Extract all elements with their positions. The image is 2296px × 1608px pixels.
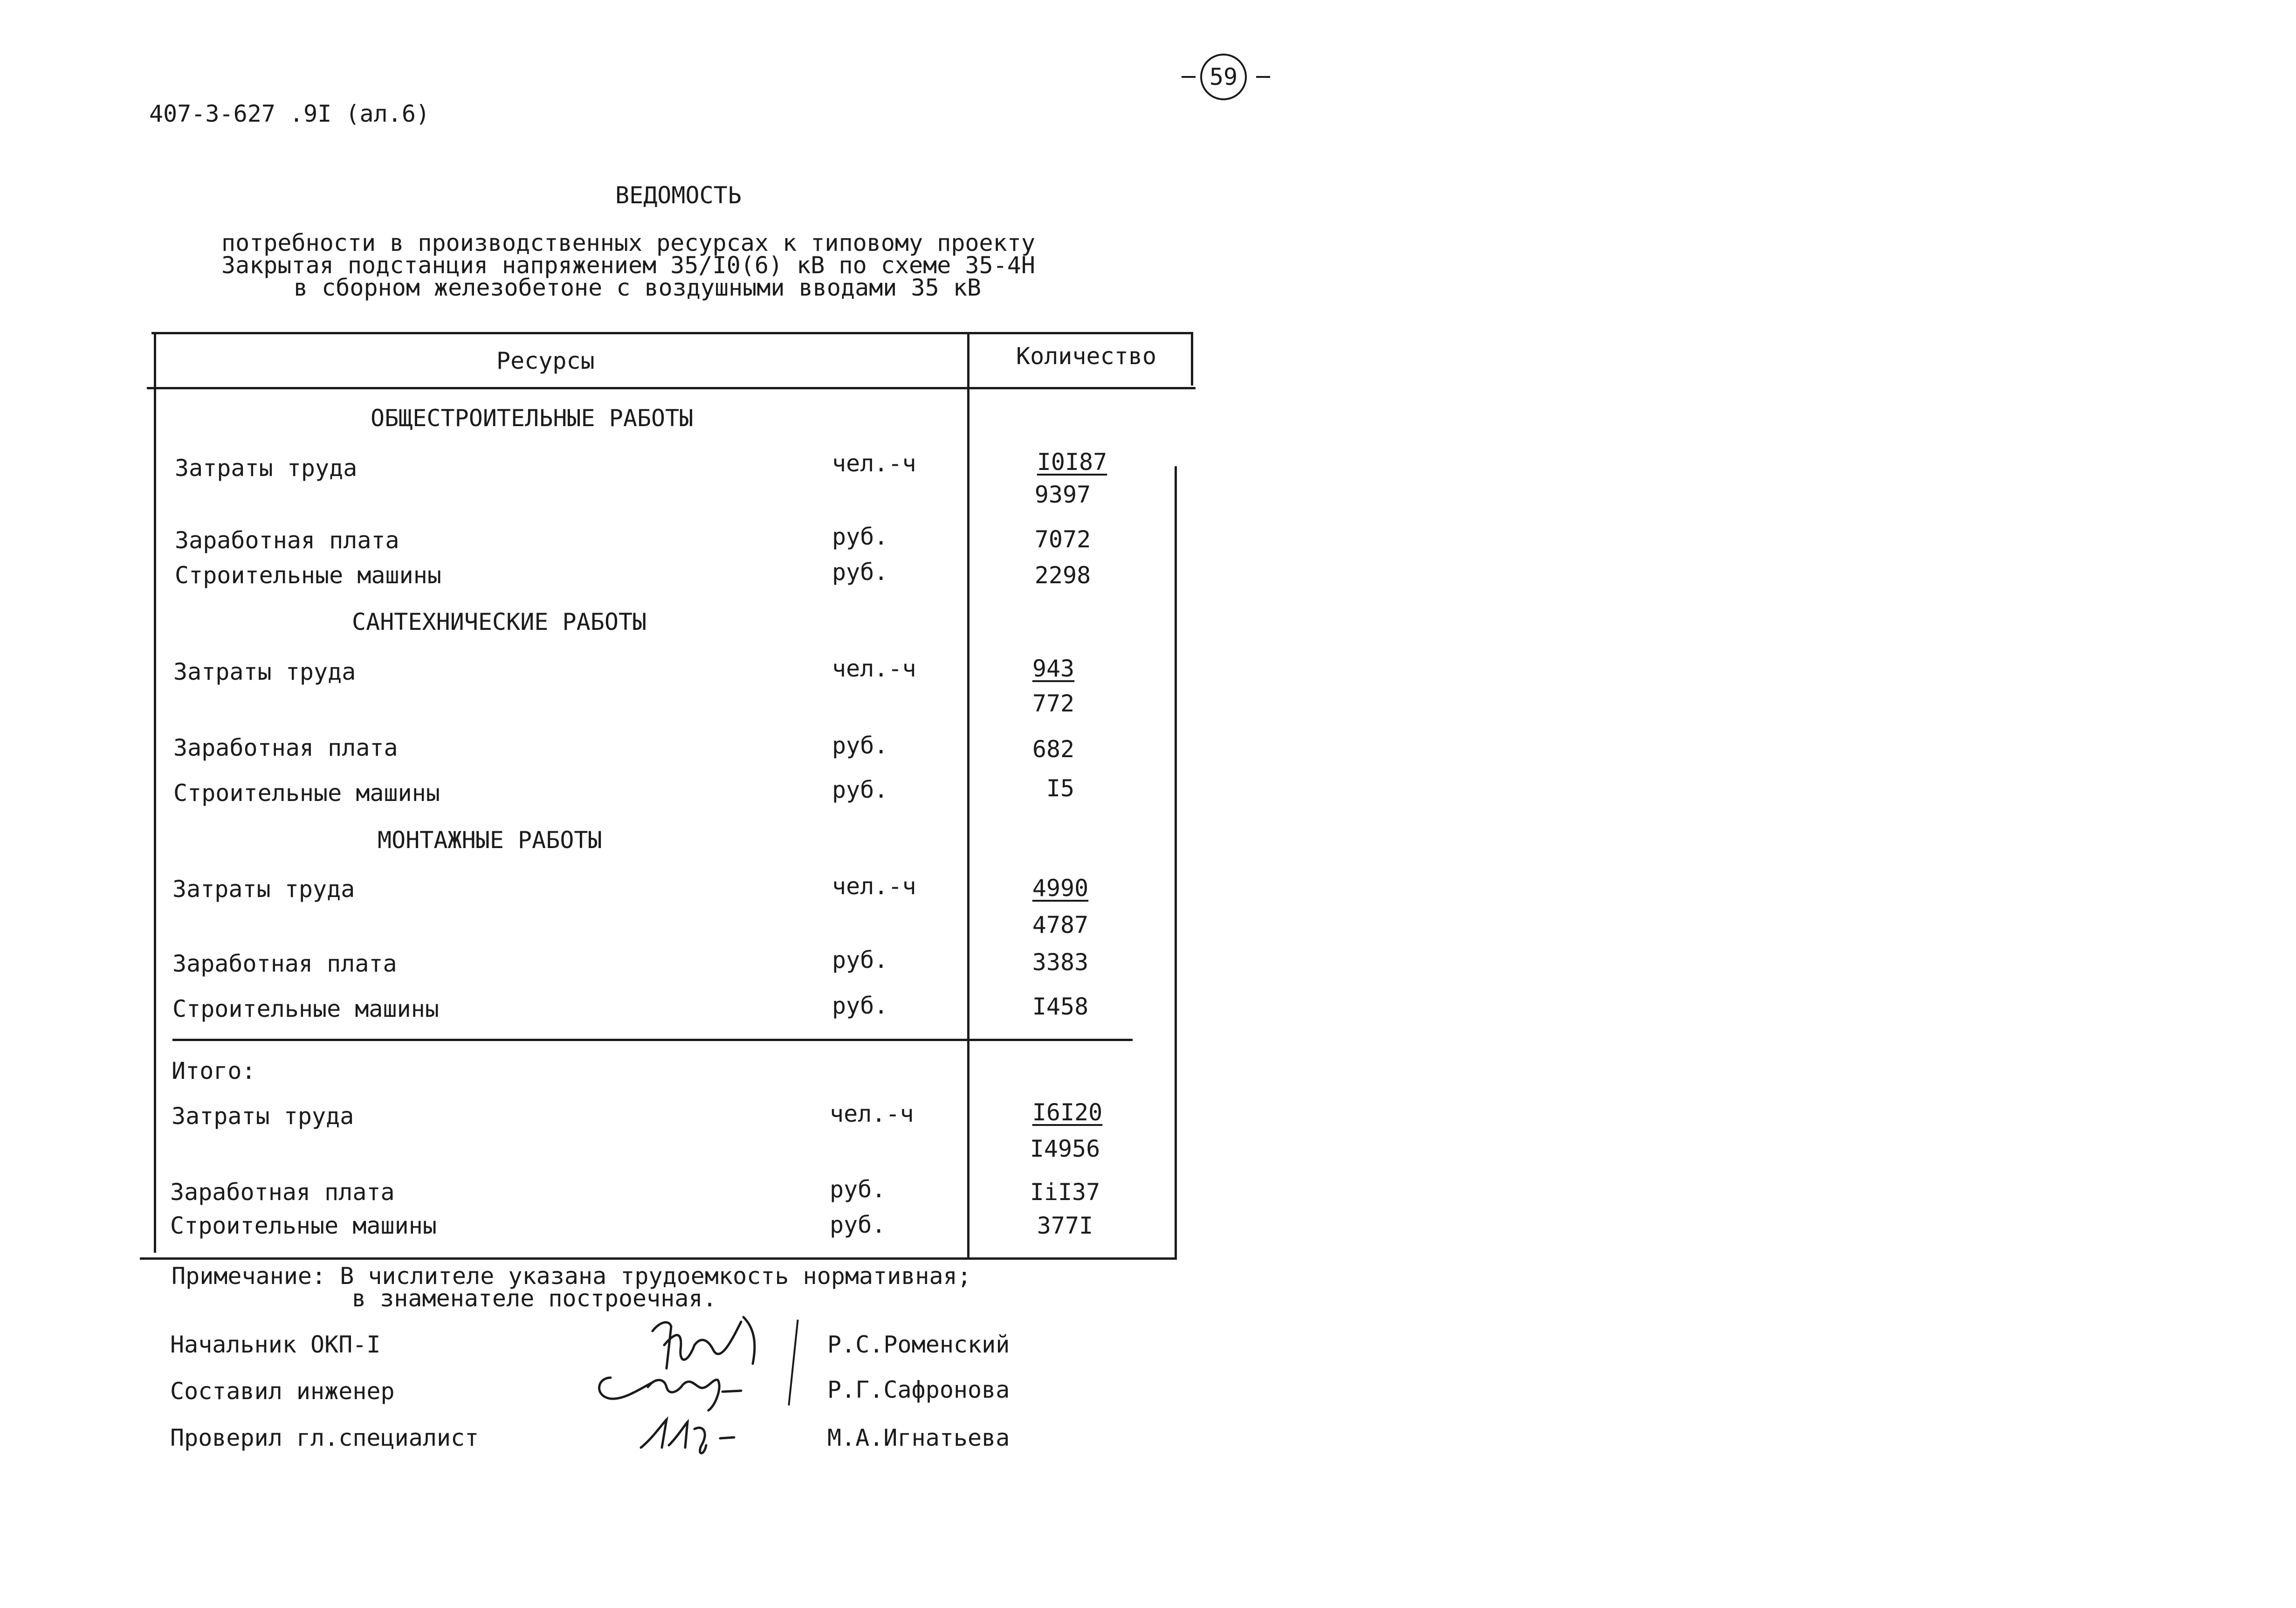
signature-role: Проверил гл.специалист bbox=[170, 1424, 479, 1451]
row-value-actual: I4956 bbox=[1030, 1135, 1100, 1162]
row-value-actual: 4787 bbox=[1032, 911, 1089, 939]
document-title-line-3: в сборном железобетоне с воздушными вводами 35 кВ bbox=[294, 274, 982, 301]
row-value: 682 bbox=[1032, 736, 1075, 763]
row-value: I5 bbox=[1046, 775, 1075, 802]
page-number-circle bbox=[1200, 54, 1247, 100]
table-right-border bbox=[1191, 332, 1193, 386]
note-line-1: Примечание: В числителе указана трудоемкость нормативная; bbox=[172, 1263, 971, 1290]
row-value: I458 bbox=[1032, 993, 1089, 1020]
row-label: Строительные машины bbox=[175, 562, 441, 589]
row-unit: руб. bbox=[830, 1211, 886, 1238]
row-value-actual: 772 bbox=[1032, 690, 1075, 717]
row-value-normative: 943 bbox=[1032, 655, 1075, 682]
document-title-line-2: Закрытая подстанция напряжением 35/I0(6) кВ по схеме 35-4Н bbox=[221, 252, 1035, 279]
row-label: Затраты труда bbox=[172, 876, 355, 903]
row-label: Затраты труда bbox=[172, 1103, 354, 1130]
document-title-line-1: потребности в производственных ресурсах к типовому проекту bbox=[221, 229, 1035, 256]
row-value-normative: 4990 bbox=[1032, 875, 1089, 902]
table-right-border-lower bbox=[1175, 466, 1177, 1259]
row-value: 2298 bbox=[1034, 562, 1091, 589]
signature-role: Начальник ОКП-I bbox=[170, 1331, 381, 1358]
row-value: 3383 bbox=[1032, 949, 1089, 976]
row-unit: чел.-ч bbox=[830, 1100, 914, 1127]
signature-name: Р.Г.Сафронова bbox=[827, 1376, 1010, 1403]
row-value-actual: 9397 bbox=[1034, 481, 1091, 508]
note-line-2: в знаменателе построечная. bbox=[352, 1285, 717, 1312]
table-column-divider bbox=[967, 332, 969, 1260]
page-number bbox=[1193, 49, 1254, 105]
table-top-border bbox=[151, 332, 1193, 334]
row-value: 377I bbox=[1037, 1212, 1093, 1239]
table-left-border bbox=[154, 332, 156, 1253]
row-label: Заработная плата bbox=[170, 1179, 395, 1206]
column-header-quantity: Количество bbox=[1016, 343, 1157, 370]
column-header-resources: Ресурсы bbox=[496, 347, 595, 374]
row-unit: руб. bbox=[832, 992, 888, 1019]
row-unit: руб. bbox=[832, 776, 888, 803]
table-header-border bbox=[147, 387, 1196, 389]
row-label: Строительные машины bbox=[173, 780, 440, 807]
row-value-normative: I0I87 bbox=[1037, 449, 1107, 476]
row-value-normative: I6I20 bbox=[1032, 1099, 1103, 1126]
page-number-dash-right bbox=[1256, 76, 1270, 78]
row-unit: руб. bbox=[832, 946, 888, 973]
section-title-installation: МОНТАЖНЫЕ РАБОТЫ bbox=[378, 827, 602, 854]
row-unit: чел.-ч bbox=[832, 655, 916, 682]
table-subtotal-divider bbox=[172, 1039, 1133, 1041]
table-bottom-border bbox=[140, 1257, 1177, 1260]
signature-name: Р.С.Роменский bbox=[827, 1331, 1010, 1358]
section-title-general: ОБЩЕСТРОИТЕЛЬНЫЕ РАБОТЫ bbox=[371, 405, 694, 432]
row-label: Затраты труда bbox=[175, 455, 357, 482]
row-label: Заработная плата bbox=[173, 734, 398, 761]
row-unit: руб. bbox=[830, 1176, 886, 1203]
section-title-plumbing: САНТЕХНИЧЕСКИЕ РАБОТЫ bbox=[352, 608, 647, 635]
page-number-text: 59 bbox=[1209, 63, 1238, 90]
row-label: Заработная плата bbox=[175, 527, 399, 554]
row-unit: чел.-ч bbox=[832, 873, 916, 900]
document-heading: ВЕДОМОСТЬ bbox=[615, 182, 742, 209]
row-label: Строительные машины bbox=[170, 1212, 437, 1239]
total-title: Итого: bbox=[172, 1057, 256, 1084]
row-label: Затраты труда bbox=[173, 658, 356, 685]
row-unit: руб. bbox=[832, 523, 888, 550]
handwritten-signature-3 bbox=[634, 1410, 746, 1462]
signature-role: Составил инженер bbox=[170, 1378, 395, 1405]
handwritten-signature-2 bbox=[592, 1359, 760, 1415]
document-code: 407-3-627 .9I (ал.6) bbox=[149, 100, 430, 127]
row-value: 7072 bbox=[1034, 526, 1091, 553]
row-unit: руб. bbox=[832, 732, 888, 759]
row-unit: чел.-ч bbox=[832, 450, 916, 477]
row-label: Строительные машины bbox=[172, 995, 439, 1022]
signature-name: М.А.Игнатьева bbox=[827, 1424, 1010, 1451]
row-value: IiI37 bbox=[1030, 1179, 1100, 1206]
row-label: Заработная плата bbox=[172, 950, 397, 977]
row-unit: руб. bbox=[832, 559, 888, 586]
